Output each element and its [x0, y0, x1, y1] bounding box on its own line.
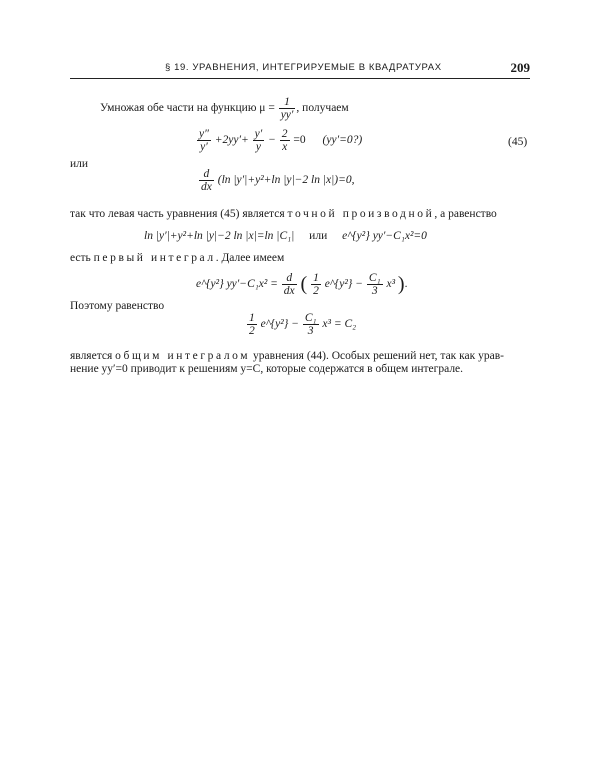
equation-ln: ln |y′|+y²+ln |y|−2 ln |x|=ln |C₁| или e^{y²} yy′−C₁x²=0: [144, 230, 427, 242]
equation-exponential: e^{y²} yy′−C₁x² = $\frac{d}{dx}$ ( $\frac{1}{2}$ e^{y²} − $\frac{\text{C₁}}{3}$ x³ ).: [196, 272, 408, 298]
paragraph-exact-derivative: так что левая часть уравнения (45) является точной производной, а равенство: [70, 208, 497, 220]
equation-number-45: (45): [508, 136, 528, 148]
equation-general-integral: $\frac{1}{2}$ e^{y²} − $\frac{\text{C₁}}{3}$ x³ = C₂: [249, 312, 357, 338]
running-header: [70, 60, 530, 79]
paragraph-therefore: Поэтому равенство: [70, 300, 165, 312]
paragraph-conclusion-line2: нение yy′=0 приводит к решениям y=C, которые содержатся в общем интеграле.: [70, 363, 464, 375]
term-exact-derivative: точной производной: [287, 208, 435, 220]
paragraph-conclusion-line1: является общим интегралом уравнения (44). Особых решений нет, так как урав-: [70, 350, 504, 362]
term-general-integral: общим интегралом: [115, 350, 251, 362]
page-number: 209: [510, 60, 530, 75]
word-ili: или: [70, 158, 89, 170]
equation-derivative: $\frac{d}{dx}$ (ln |y′|+y²+ln |y|−2 ln |x|)=0,: [201, 168, 355, 194]
section-title: § 19. УРАВНЕНИЯ, ИНТЕГРИРУЕМЫЕ В КВАДРАТУРАХ: [165, 62, 442, 73]
term-first-integral: первый интеграл: [93, 252, 216, 264]
mu-fraction: $\frac{1}{yy'}$: [280, 96, 294, 122]
paragraph-intro: Умножая обе части на функцию μ = $\frac{1}{yy'}$ , получаем: [100, 96, 349, 122]
paragraph-first-integral: есть первый интеграл. Далее имеем: [70, 252, 285, 264]
equation-45: $\frac{y''}{y'}$ +2yy′+ $\frac{y'}{y}$ − $\frac{2}{x}$ =0 (yy′=0?): [199, 128, 363, 154]
